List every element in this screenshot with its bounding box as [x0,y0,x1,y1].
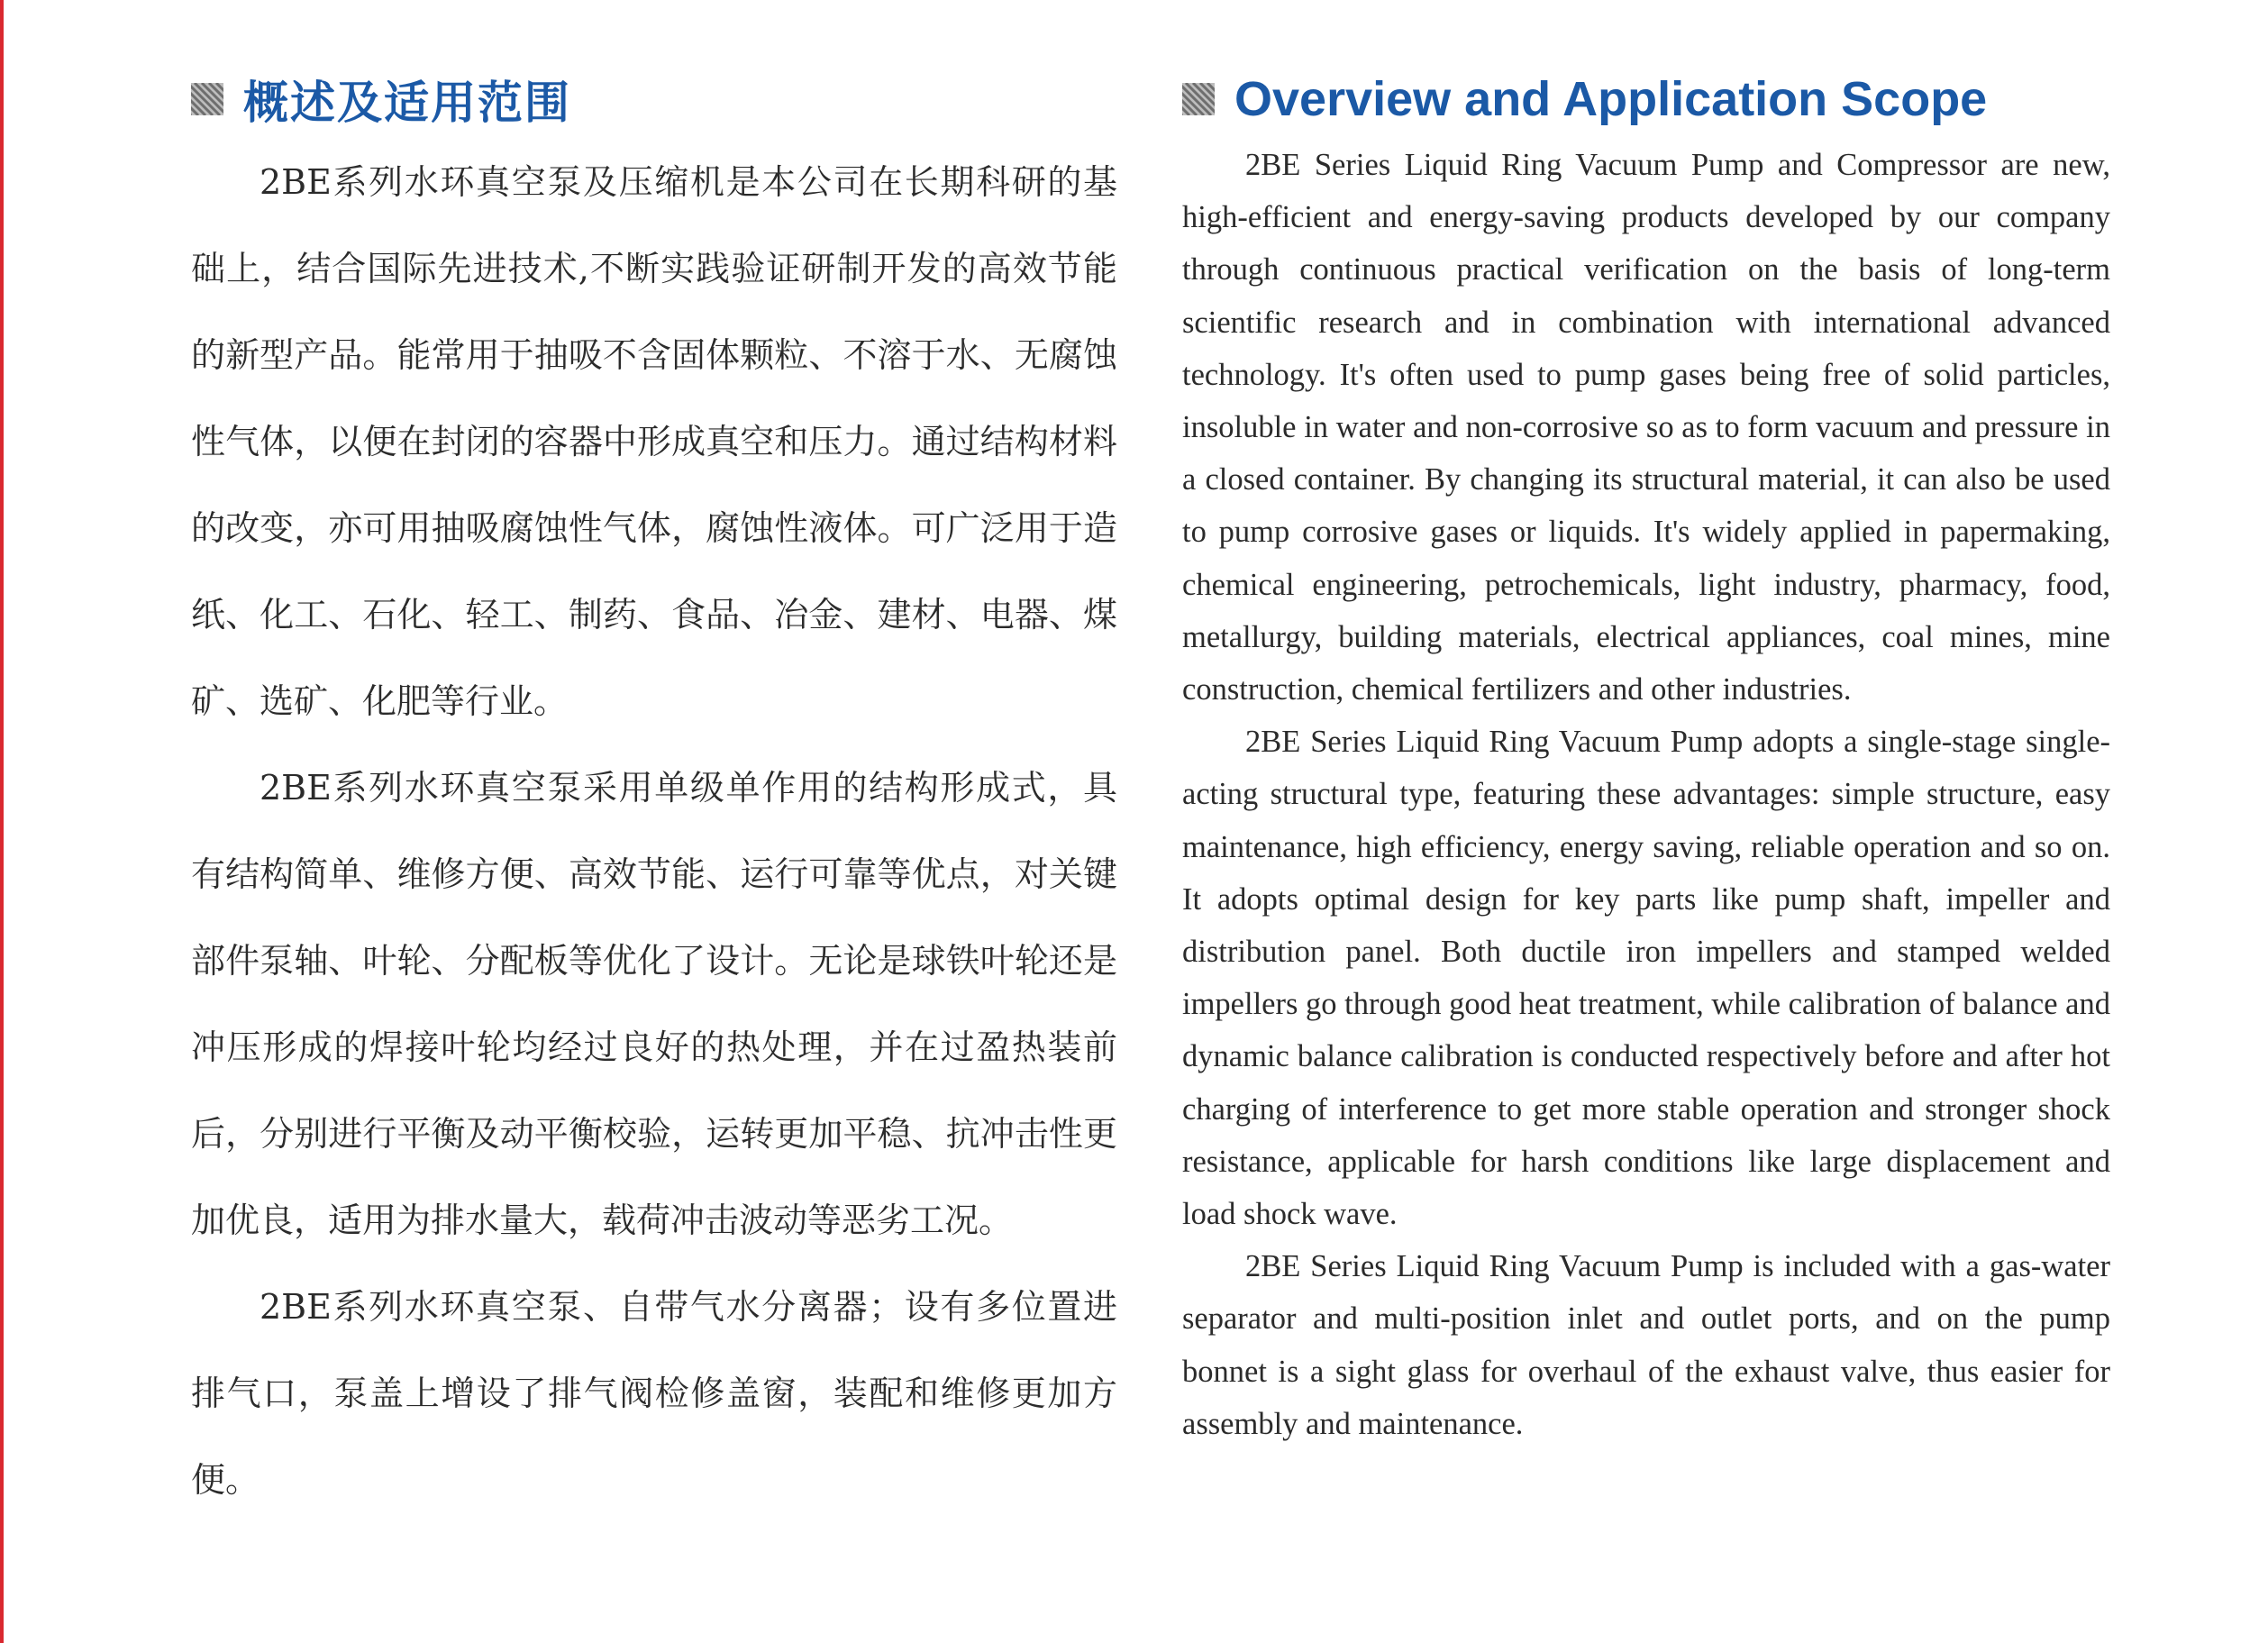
chinese-paragraph-2: 2BE系列水环真空泵采用单级单作用的结构形成式，具有结构简单、维修方便、高效节能、运行可靠等优点，对关键部件泵轴、叶轮、分配板等优化了设计。无论是球铁叶轮还是冲压形成的焊接叶轮均经过良好的热处理，并在过盈热装前后，分别进行平衡及动平衡校验，运转更加平稳、抗冲击性更加优良，适用为排水量大，载荷冲击波动等恶劣工况。 [191,768,1117,1240]
english-paragraph-2: 2BE Series Liquid Ring Vacuum Pump adopts a single-stage single-acting structural type, featuring these advantages: simple structure, easy maintenance, high efficiency, energy saving, reliable operation and so on. It adopts optimal design for key parts like pump shaft, impeller and distribution panel. Both ductile iron impellers and stamped welded impellers go through good heat treatment, while calibration of balance and dynamic balance calibration is conducted respectively before and after hot charging of interference to get more stable operation and stronger shock resistance, applicable for harsh conditions like large displacement and load shock wave. [1182,725,2110,1232]
english-column [1182,65,2110,1450]
english-heading-text: Overview and Application Scope [1234,72,1988,126]
left-border-rule [0,0,4,1643]
chinese-paragraph-3: 2BE系列水环真空泵、自带气水分离器；设有多位置进排气口，泵盖上增设了排气阀检修盖窗，装配和维修更加方便。 [191,1287,1117,1500]
striped-square-icon [1182,83,1215,115]
chinese-column [191,65,1117,1523]
striped-square-icon [191,83,223,115]
chinese-paragraph-1: 2BE系列水环真空泵及压缩机是本公司在长期科研的基础上，结合国际先进技术,不断实践验证研制开发的高效节能的新型产品。能常用于抽吸不含固体颗粒、不溶于水、无腐蚀性气体，以便在封闭的容器中形成真空和压力。通过结构材料的改变，亦可用抽吸腐蚀性气体，腐蚀性液体。可广泛用于造纸、化工、石化、轻工、制药、食品、冶金、建材、电器、煤矿、选矿、化肥等行业。 [191,162,1117,721]
english-section-heading [1182,65,2110,133]
english-paragraph-3: 2BE Series Liquid Ring Vacuum Pump is included with a gas-water separator and multi-position inlet and outlet ports, and on the pump bonnet is a sight glass for overhaul of the exhaust valve, thus easier for assembly and maintenance. [1182,1249,2110,1441]
english-paragraph-1: 2BE Series Liquid Ring Vacuum Pump and Compressor are new, high-efficient and energy-saving products developed by our company through continuous practical verification on the basis of long-term scientific research and in combination with international advanced technology. It's often used to pump gases being free of solid particles, insoluble in water and non-corrosive so as to form vacuum and pressure in a closed container. By changing its structural material, it can also be used to pump corrosive gases or liquids. It's widely applied in papermaking, chemical engineering, petrochemicals, light industry, pharmacy, food, metallurgy, building materials, electrical appliances, coal mines, mine construction, chemical fertilizers and other industries. [1182,148,2110,707]
chinese-section-heading [191,65,1117,133]
chinese-heading-text: 概述及适用范围 [243,77,571,129]
